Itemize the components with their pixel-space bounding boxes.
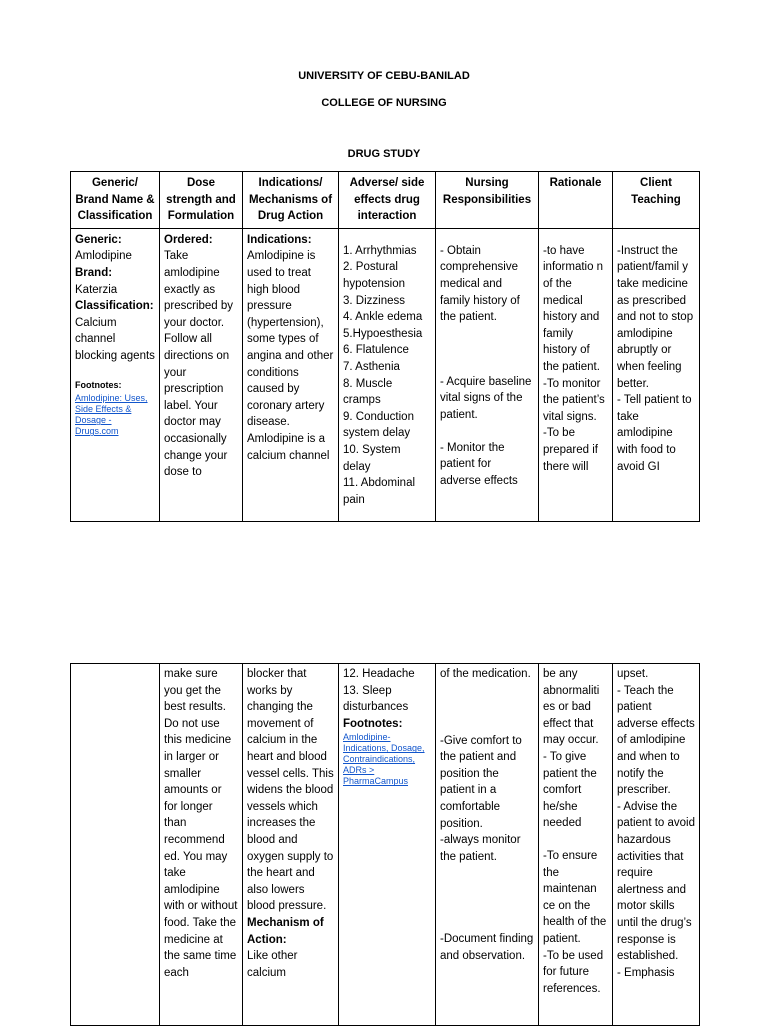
rationale-item: -To be prepared if there will xyxy=(543,427,598,473)
nursing-item: - Obtain comprehensive medical and family history of the patient. xyxy=(440,244,520,324)
adverse-item: 6. Flatulence xyxy=(343,344,409,357)
column-header: Nursing Responsibilities xyxy=(436,172,539,229)
footnotes-label: Footnotes: xyxy=(343,717,403,730)
dose-text: Take amlodipine exactly as prescribed by your doctor. Follow all directions on your prescription label. Your doctor may occasionally change your dose to xyxy=(164,250,234,479)
nursing-item: -Document finding and observation. xyxy=(440,933,534,962)
column-header: Generic/ Brand Name & Classification xyxy=(71,172,160,229)
adverse-item: 10. System delay xyxy=(343,443,401,473)
drug-study-table-page1 xyxy=(70,171,700,522)
generic-brand-cell xyxy=(71,664,160,1026)
generic-label: Generic: xyxy=(75,233,122,246)
adverse-item: 12. Headache xyxy=(343,668,415,680)
teaching-item: - Tell patient to take amlodipine with food to avoid GI xyxy=(617,394,692,473)
brand-name: Katerzia xyxy=(75,283,118,296)
table-header-row xyxy=(71,172,700,229)
adverse-item: 8. Muscle cramps xyxy=(343,377,393,407)
adverse-cell xyxy=(339,664,436,1026)
column-header: Indications/ Mechanisms of Drug Action xyxy=(243,172,339,229)
nursing-item: - Acquire baseline vital signs of the patient. xyxy=(440,375,532,421)
adverse-item: 9. Conduction system delay xyxy=(343,410,414,440)
generic-name: Amlodipine xyxy=(75,250,132,263)
document-title: DRUG STUDY xyxy=(347,148,421,160)
adverse-item: 4. Ankle edema xyxy=(343,311,423,324)
teaching-item: - Emphasis xyxy=(617,966,675,979)
nursing-item: -Give comfort to the patient and position the patient in a comfortable position. xyxy=(440,734,522,830)
rationale-item: -to have informatio n of the medical history and family history of the patient. xyxy=(543,244,604,373)
dose-text: make sure you get the best results. Do not use this medicine in larger or smaller amounts or for longer than recommend ed. You may take amlodipine with or without food. Take the medicine at the same time each xyxy=(164,668,238,979)
generic-brand-cell xyxy=(71,228,160,521)
nursing-item: - Monitor the patient for adverse effects xyxy=(440,441,518,487)
adverse-item: 7. Asthenia xyxy=(343,360,400,373)
adverse-item: 3. Dizziness xyxy=(343,294,405,307)
teaching-item: - Advise the patient to avoid hazardous activities that require alertness and motor skills until the drug’s response is established. xyxy=(617,800,696,963)
indications-cell xyxy=(243,664,339,1026)
spacer xyxy=(440,326,534,374)
spacer xyxy=(440,865,534,931)
spacer xyxy=(440,683,534,733)
column-header: Rationale xyxy=(539,172,613,229)
footnote-link[interactable]: Amlodipine: Uses, Side Effects & Dosage - Drugs.com xyxy=(75,393,148,437)
teaching-cell xyxy=(613,228,700,521)
adverse-item: 11. Abdominal pain xyxy=(343,477,416,506)
drug-study-table-page2 xyxy=(70,663,700,1026)
rationale-item: -To be used for future references. xyxy=(543,949,604,995)
indications-cell xyxy=(243,228,339,521)
teaching-item: - Teach the patient adverse effects of amlodipine and when to notify the prescriber. xyxy=(617,684,695,797)
nursing-cell xyxy=(436,228,539,521)
table-row xyxy=(71,664,700,1026)
rationale-cell xyxy=(539,664,613,1026)
mechanism-text: Like other calcium xyxy=(247,950,298,979)
footnote-link[interactable]: Amlodipine- Indications, Dosage, Contraindications, ADRs > PharmaCampus xyxy=(343,732,425,787)
indications-text: blocker that works by changing the movement of calcium in the heart and blood vessel cells. This widens the blood vessels which increases the blood and oxygen supply to the heart and also lowers blood pressure. xyxy=(247,668,334,913)
adverse-item: 2. Postural hypotension xyxy=(343,261,406,290)
mechanism-label: Mechanism of Action: xyxy=(247,916,324,946)
rationale-item: - To give patient the comfort he/she needed xyxy=(543,750,597,830)
rationale-item: be any abnormaliti es or bad effect that may occur. xyxy=(543,668,600,747)
nursing-cell xyxy=(436,664,539,1026)
adverse-cell xyxy=(339,228,436,521)
rationale-item: -To monitor the patient’s vital signs. xyxy=(543,377,605,423)
college-name: COLLEGE OF NURSING xyxy=(321,97,447,109)
teaching-item: upset. xyxy=(617,668,649,680)
adverse-item: 1. Arrhythmias xyxy=(343,244,417,257)
teaching-cell xyxy=(613,664,700,1026)
indications-text: Amlodipine is used to treat high blood pressure (hypertension), some types of angina and other conditions caused by coronary artery disease. Amlodipine is a calcium channel xyxy=(247,250,334,462)
spacer xyxy=(543,832,608,848)
dose-cell xyxy=(160,228,243,521)
footnotes-label: Footnotes: xyxy=(75,379,122,390)
rationale-cell xyxy=(539,228,613,521)
university-name: UNIVERSITY OF CEBU-BANILAD xyxy=(298,70,470,82)
column-header: Adverse/ side effects drug interaction xyxy=(339,172,436,229)
column-header: Dose strength and Formulation xyxy=(160,172,243,229)
brand-label: Brand: xyxy=(75,266,113,279)
adverse-item: 5.Hypoesthesia xyxy=(343,327,423,340)
classification-label: Classification: xyxy=(75,300,154,313)
ordered-label: Ordered: xyxy=(164,233,213,246)
teaching-item: -Instruct the patient/famil y take medicine as prescribed and not to stop amlodipine abruptly or when feeling better. xyxy=(617,244,694,390)
nursing-item: -always monitor the patient. xyxy=(440,834,521,863)
table-row xyxy=(71,228,700,521)
nursing-item: of the medication. xyxy=(440,668,531,680)
column-header: Client Teaching xyxy=(613,172,700,229)
classification-value: Calcium channel blocking agents xyxy=(75,316,155,362)
spacer xyxy=(440,424,534,440)
indications-label: Indications: xyxy=(247,233,312,246)
adverse-item: 13. Sleep disturbances xyxy=(343,684,409,714)
dose-cell xyxy=(160,664,243,1026)
rationale-item: -To ensure the maintenan ce on the health of the patient. xyxy=(543,849,607,945)
